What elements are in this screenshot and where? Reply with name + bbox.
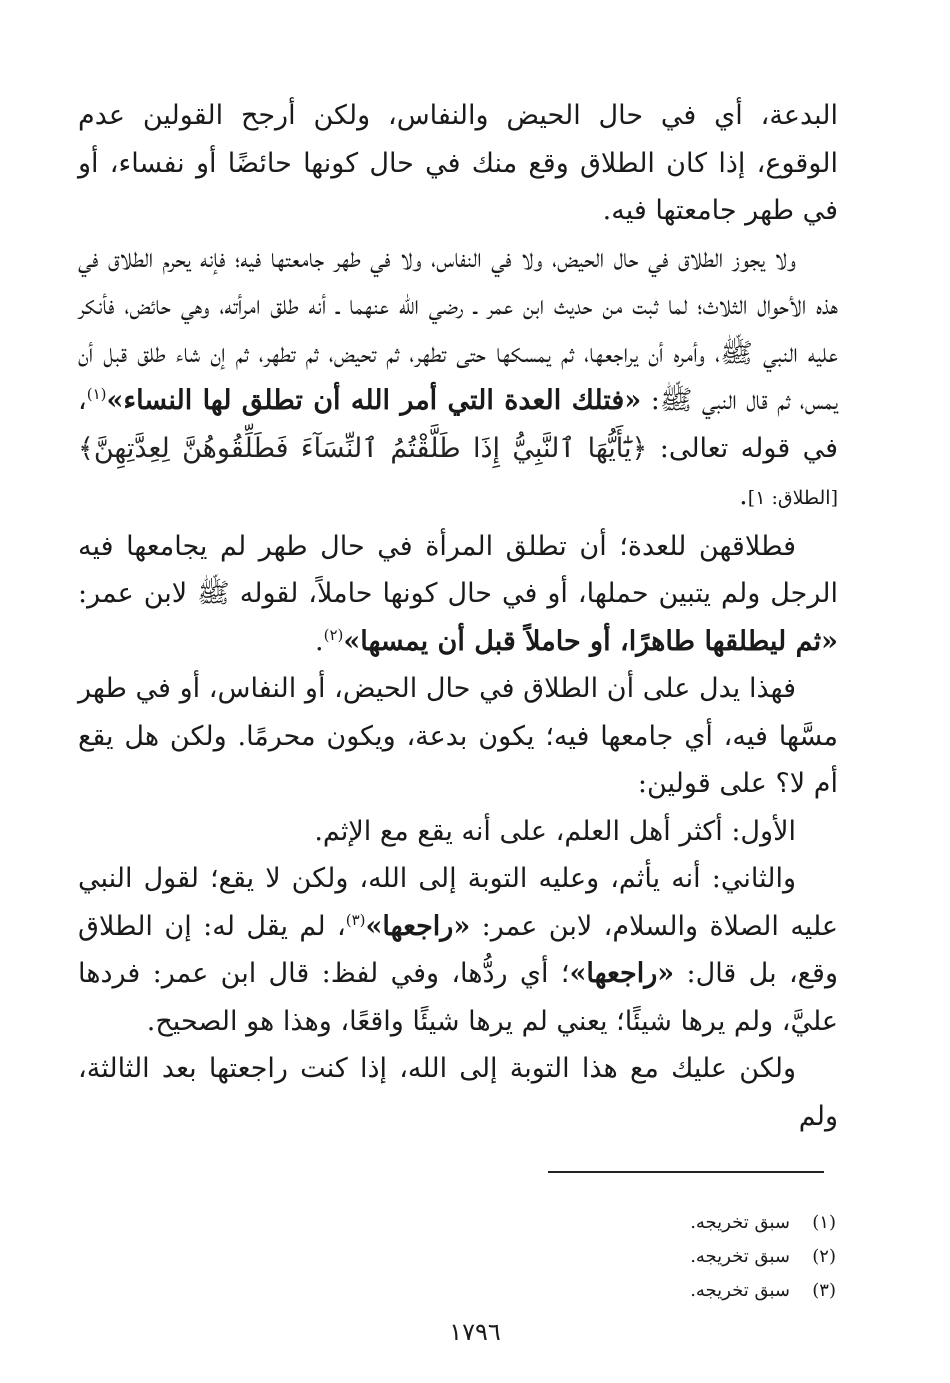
verse-reference: [الطلاق: ١] bbox=[747, 487, 838, 509]
paragraph-2-text-a: ولا يجوز الطلاق في حال الحيض، ولا في النفاس، ولا في طهر جامعتها فيه؛ فإنه يحرم الطلاق في هذه الأحوال الثلاث؛ لما ثبت من حديث ابن عمر ـ رضي الله عنهما ـ أنه طلق امرأته، وهي حائض، فأنكر عليه النبي ﷺ، وأمره أن يراجعها، ثم يمسكها حتى تطهر، ثم تحيض، ثم تطهر، ثم إن شاء طلق قبل أن يمس، ثم قال النبي ﷺ: bbox=[78, 242, 838, 416]
paragraph-2 bbox=[78, 235, 838, 523]
paragraph-5 bbox=[78, 808, 838, 856]
footnote-1 bbox=[400, 1206, 836, 1240]
footnote-ref-2[interactable]: (٢) bbox=[323, 625, 344, 644]
quran-verse: ﴿يَٰٓأَيُّهَا ٱلنَّبِيُّ إِذَا طَلَّقْتُمُ ٱلنِّسَآءَ فَطَلِّقُوهُنَّ لِعِدَّتِهِنَّ﴾ bbox=[78, 432, 648, 464]
paragraph-5-text: الأول: أكثر أهل العلم، على أنه يقع مع الإثم. bbox=[314, 815, 796, 847]
paragraph-6-text-b: ، لم يقل له: إن الطلاق وقع، بل قال: bbox=[78, 910, 838, 989]
footnote-ref-3[interactable]: (٣) bbox=[345, 910, 366, 929]
paragraph-6 bbox=[78, 855, 838, 1045]
paragraph-3-end: . bbox=[314, 625, 324, 657]
hadith-quote: «فتلك العدة التي أمر الله أن تطلق لها النساء» bbox=[106, 385, 642, 416]
paragraph-2-end: . bbox=[739, 480, 748, 511]
footnote-number: (٢) bbox=[812, 1246, 836, 1267]
paragraph-7 bbox=[78, 1045, 838, 1140]
paragraph-6-text-a: والثاني: أنه يأثم، وعليه التوبة إلى الله، ولكن لا يقع؛ لقول النبي عليه الصلاة والسلام، لابن عمر: bbox=[78, 863, 838, 942]
paragraph-1-text: البدعة، أي في حال الحيض والنفاس، ولكن أرجح القولين عدم الوقوع، إذا كان الطلاق وقع منك في حال كونها حائضًا أو نفساء، أو في طهر جامعتها فيه. bbox=[78, 100, 838, 226]
paragraph-2-text-b: ، في قوله تعالى: bbox=[78, 385, 839, 464]
footnote-text: سبق تخريجه. bbox=[690, 1246, 790, 1267]
footnote-3 bbox=[400, 1274, 836, 1308]
footnote-ref-1[interactable]: (١) bbox=[86, 385, 107, 403]
footnotes bbox=[400, 1206, 836, 1308]
hadith-quote: «ثم ليطلقها طاهرًا، أو حاملاً قبل أن يمسها» bbox=[343, 625, 838, 657]
footnote-number: (١) bbox=[812, 1212, 836, 1233]
paragraph-4 bbox=[78, 665, 838, 808]
paragraph-4-text: فهذا يدل على أن الطلاق في حال الحيض، أو النفاس، أو في طهر مسَّها فيه، أي جامعها فيه؛ يكون بدعة، ويكون محرمًا. ولكن هل يقع أم لا؟ على قولين: bbox=[78, 673, 838, 799]
footnote-text: سبق تخريجه. bbox=[690, 1212, 790, 1233]
footnote-separator bbox=[548, 1171, 824, 1173]
hadith-quote: «راجعها» bbox=[569, 958, 675, 989]
body-text bbox=[78, 92, 838, 1140]
paragraph-7-text: ولكن عليك مع هذا التوبة إلى الله، إذا كنت راجعتها بعد الثالثة، ولم bbox=[78, 1053, 838, 1132]
hadith-quote: «راجعها» bbox=[365, 910, 471, 942]
paragraph-3-text-a: فطلاقهن للعدة؛ أن تطلق المرأة في حال طهر لم يجامعها فيه الرجل ولم يتبين حملها، أو في حال كونها حاملاً، لقوله ﷺ لابن عمر: bbox=[78, 530, 838, 609]
paragraph-3 bbox=[78, 523, 838, 666]
footnote-2 bbox=[400, 1240, 836, 1274]
paragraph-6-text-c: ؛ أي ردُّها، وفي لفظ: قال ابن عمر: فردها عليَّ، ولم يرها شيئًا؛ يعني لم يرها شيئًا واقعًا، وهذا هو الصحيح. bbox=[78, 958, 838, 1037]
page-number: ١٧٩٦ bbox=[449, 1318, 501, 1346]
paragraph-1 bbox=[78, 92, 838, 235]
footnote-number: (٣) bbox=[812, 1280, 836, 1301]
footnote-text: سبق تخريجه. bbox=[690, 1280, 790, 1301]
